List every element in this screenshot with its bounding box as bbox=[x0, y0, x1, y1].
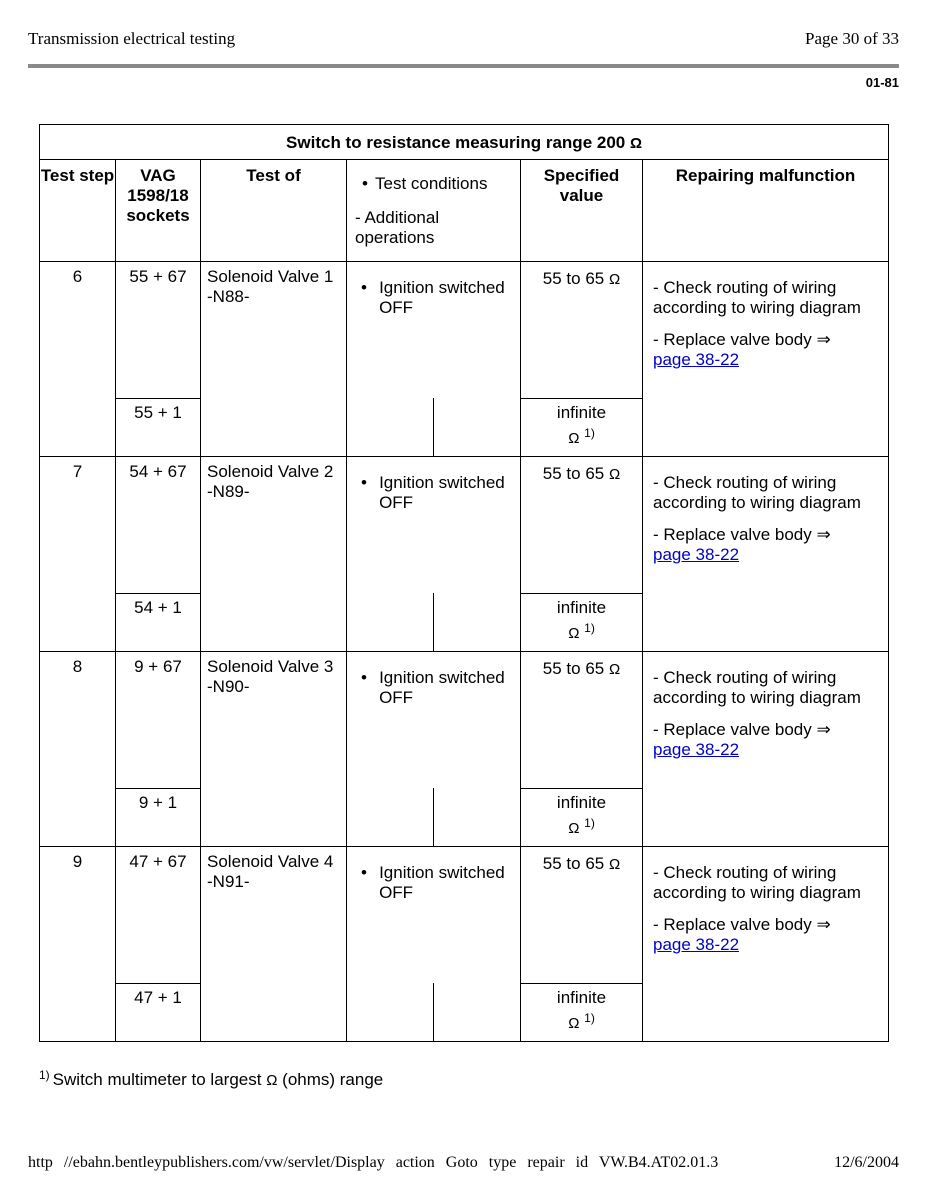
bullet-icon: • bbox=[361, 473, 367, 492]
table-row bbox=[40, 652, 889, 789]
ohm-symbol: Ω bbox=[266, 1072, 278, 1089]
test-conditions: • Ignition switched OFF bbox=[347, 457, 521, 652]
ohm-symbol: Ω bbox=[568, 820, 580, 837]
ohm-symbol: Ω bbox=[608, 661, 621, 678]
cell-divider bbox=[433, 983, 434, 1041]
specified-value-secondary: infinite Ω $^{1)}$ bbox=[521, 399, 643, 457]
specified-value-primary: 55 to 65 Ω bbox=[521, 262, 643, 399]
socket-pair-secondary: 47 + 1 bbox=[116, 984, 201, 1042]
bullet-icon: • bbox=[361, 863, 367, 882]
col-header-step: Test step bbox=[40, 160, 116, 262]
source-url: http //ebahn.bentleypublishers.com/vw/servlet/Display action Goto type repair id VW.B4.AT02.01.3 bbox=[28, 1154, 719, 1171]
section-code: 01-81 bbox=[865, 75, 899, 90]
footnote: $^{1)}$ Switch multimeter to largest Ω (ohms) range bbox=[39, 1068, 384, 1089]
specified-value-secondary: infinite Ω $^{1)}$ bbox=[521, 984, 643, 1042]
page-link[interactable]: page 38-22 bbox=[653, 935, 740, 954]
test-component: Solenoid Valve 2 -N89- bbox=[201, 457, 347, 652]
socket-pair-primary: 55 + 67 bbox=[116, 262, 201, 399]
cell-divider bbox=[433, 398, 434, 456]
repair-instructions: - Check routing of wiring according to wiring diagram - Replace valve body ⇒ page 38-22 bbox=[643, 847, 889, 1042]
step-number: 7 bbox=[40, 457, 116, 652]
page-link[interactable]: page 38-22 bbox=[653, 740, 740, 759]
specified-value-secondary: infinite Ω $^{1)}$ bbox=[521, 594, 643, 652]
table-row bbox=[40, 262, 889, 399]
socket-pair-secondary: 9 + 1 bbox=[116, 789, 201, 847]
specified-value-primary: 55 to 65 Ω bbox=[521, 457, 643, 594]
ohm-symbol: Ω bbox=[568, 430, 580, 447]
test-component: Solenoid Valve 1 -N88- bbox=[201, 262, 347, 457]
test-conditions: • Ignition switched OFF bbox=[347, 847, 521, 1042]
specified-value-primary: 55 to 65 Ω bbox=[521, 652, 643, 789]
socket-pair-secondary: 55 + 1 bbox=[116, 399, 201, 457]
socket-pair-primary: 54 + 67 bbox=[116, 457, 201, 594]
repair-instructions: - Check routing of wiring according to wiring diagram - Replace valve body ⇒ page 38-22 bbox=[643, 652, 889, 847]
table-caption: Switch to resistance measuring range 200 Ω bbox=[40, 125, 889, 160]
test-component: Solenoid Valve 3 -N90- bbox=[201, 652, 347, 847]
specified-value-secondary: infinite Ω $^{1)}$ bbox=[521, 789, 643, 847]
cell-divider bbox=[433, 593, 434, 651]
test-component: Solenoid Valve 4 -N91- bbox=[201, 847, 347, 1042]
socket-pair-secondary: 54 + 1 bbox=[116, 594, 201, 652]
page-link[interactable]: page 38-22 bbox=[653, 545, 740, 564]
page-number: Page 30 of 33 bbox=[805, 29, 899, 48]
table-row bbox=[40, 847, 889, 984]
header-divider bbox=[28, 64, 899, 68]
print-date: 12/6/2004 bbox=[834, 1154, 899, 1171]
ohm-symbol: Ω bbox=[568, 625, 580, 642]
test-table bbox=[39, 124, 889, 1042]
col-header-sockets: VAG 1598/18 sockets bbox=[116, 160, 201, 262]
footnote-ref: 1) bbox=[584, 1011, 595, 1025]
socket-pair-primary: 9 + 67 bbox=[116, 652, 201, 789]
col-header-conditions: • Test conditions - Additional operations bbox=[347, 160, 521, 262]
step-number: 9 bbox=[40, 847, 116, 1042]
footnote-ref: 1) bbox=[584, 816, 595, 830]
test-conditions: • Ignition switched OFF bbox=[347, 652, 521, 847]
page-link[interactable]: page 38-22 bbox=[653, 350, 740, 369]
ohm-symbol: Ω bbox=[608, 271, 621, 288]
step-number: 8 bbox=[40, 652, 116, 847]
document-title: Transmission electrical testing bbox=[28, 29, 236, 48]
col-header-test-of: Test of bbox=[201, 160, 347, 262]
footnote-ref: 1) bbox=[584, 621, 595, 635]
table-row bbox=[40, 457, 889, 594]
repair-instructions: - Check routing of wiring according to wiring diagram - Replace valve body ⇒ page 38-22 bbox=[643, 457, 889, 652]
test-conditions: • Ignition switched OFF bbox=[347, 262, 521, 457]
ohm-symbol: Ω bbox=[568, 1015, 580, 1032]
ohm-symbol: Ω bbox=[629, 135, 642, 152]
ohm-symbol: Ω bbox=[608, 466, 621, 483]
bullet-icon: • bbox=[361, 668, 367, 687]
bullet-icon: • bbox=[361, 278, 367, 297]
specified-value-primary: 55 to 65 Ω bbox=[521, 847, 643, 984]
repair-instructions: - Check routing of wiring according to wiring diagram - Replace valve body ⇒ page 38-22 bbox=[643, 262, 889, 457]
col-header-repair: Repairing malfunction bbox=[643, 160, 889, 262]
step-number: 6 bbox=[40, 262, 116, 457]
cell-divider bbox=[433, 788, 434, 846]
socket-pair-primary: 47 + 67 bbox=[116, 847, 201, 984]
table-header-row bbox=[40, 160, 889, 262]
ohm-symbol: Ω bbox=[608, 856, 621, 873]
footnote-ref: 1) bbox=[584, 426, 595, 440]
bullet-icon: • bbox=[362, 174, 368, 193]
col-header-specified: Specified value bbox=[521, 160, 643, 262]
